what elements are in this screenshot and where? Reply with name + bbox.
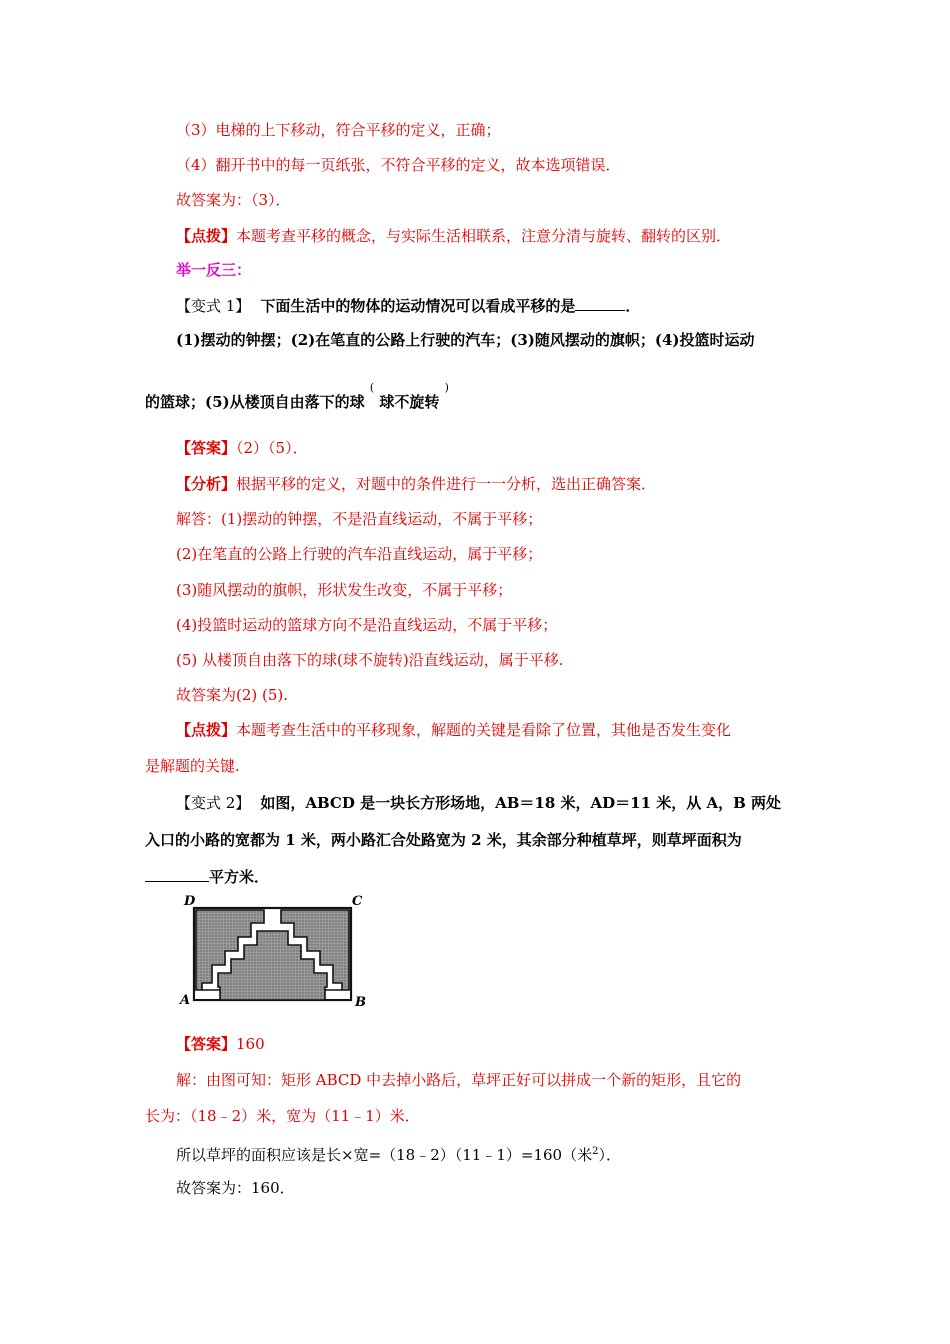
variant2-question-text: 如图，ABCD 是一块长方形场地，AB＝18 米，AD＝11 米，从 A，B 两处 (260, 794, 781, 812)
tip-text-line1: 本题考查生活中的平移现象，解题的关键是看除了位置，其他是否发生变化 (236, 721, 732, 739)
variant1-question-text: 下面生活中的物体的运动情况可以看成平移的是 (260, 297, 576, 315)
question-line3-end: 平方米． (209, 868, 270, 886)
tip-label: 【点拨】 (176, 227, 237, 245)
answer-blank (145, 866, 209, 882)
tip-label: 【点拨】 (176, 721, 237, 739)
variant2-question-line2: 入口的小路的宽都为 1 米，两小路汇合处路宽为 2 米，其余部分种植草坪，则草坪面积为 (145, 831, 742, 849)
variant1-final-answer: 故答案为(2) (5). (176, 686, 289, 704)
variant1-tip-line2: 是解题的关键. (145, 757, 240, 775)
variant1-solution-1: 解答：(1)摆动的钟摆，不是沿直线运动，不属于平移； (176, 510, 543, 528)
tip-line (176, 226, 731, 246)
answer-value: 160 (236, 1035, 265, 1053)
variant1-solution-2: (2)在笔直的公路上行驶的汽车沿直线运动，属于平移； (176, 545, 543, 563)
variant2-final-answer: 故答案为：160． (176, 1179, 295, 1197)
variant1-answer (176, 438, 308, 458)
variant2-label: 【变式 2】 (176, 794, 251, 812)
variant1-label: 【变式 1】 (176, 297, 251, 315)
analysis-text: 根据平移的定义，对题中的条件进行一一分析，选出正确答案． (236, 475, 657, 493)
variant2-answer (176, 1034, 265, 1054)
variant2-question-line1 (176, 793, 781, 813)
solution-3-text: 所以草坪的面积应该是长×宽=（18﹣2）（11﹣1）=160（米 (176, 1146, 593, 1164)
variant1-solution-3: (3)随风摆动的旗帜，形状发生改变，不属于平移； (176, 581, 513, 599)
path-entry-a (195, 991, 219, 999)
solution-line-3: （3）电梯的上下移动，符合平移的定义，正确； (176, 121, 501, 139)
superscript-2: 2 (592, 1146, 599, 1157)
variant2-solution-2: 长为：（18﹣2）米，宽为（11﹣1）米． (145, 1107, 420, 1125)
field-diagram (176, 890, 376, 1010)
options-line2-start: 的篮球；(5)从楼顶自由落下的球 (145, 393, 365, 411)
paren-open: ( (369, 381, 375, 394)
variant1-tip (176, 720, 731, 740)
label-A: A (180, 993, 191, 1008)
answer-value: （2）（5）． (236, 439, 308, 457)
variant1-analysis (176, 474, 656, 494)
options-line2-end: 球不旋转 (379, 393, 440, 411)
solution-line-4: （4）翻开书中的每一页纸张，不符合平移的定义，故本选项错误． (176, 156, 621, 174)
variant2-question-line3 (145, 866, 269, 887)
variant1-solution-4: (4)投篮时运动的篮球方向不是沿直线运动，不属于平移； (176, 616, 558, 634)
answer-line: 故答案为：（3）． (176, 191, 291, 209)
solution-3-end: ）． (598, 1146, 621, 1164)
path-entry-b (326, 991, 350, 999)
answer-label: 【答案】 (176, 439, 237, 457)
answer-label: 【答案】 (176, 1035, 237, 1053)
question-end-mark: ． (625, 297, 641, 315)
label-C: C (352, 894, 363, 909)
variant1-solution-5: (5) 从楼顶自由落下的球(球不旋转)沿直线运动，属于平移. (176, 651, 564, 669)
variant1-question (176, 295, 640, 316)
analysis-label: 【分析】 (176, 475, 237, 493)
paren-close: ) (444, 381, 449, 394)
section-heading: 举一反三： (176, 261, 252, 279)
tip-text: 本题考查平移的概念，与实际生活相联系，注意分清与旋转、翻转的区别． (236, 227, 732, 245)
answer-blank (575, 295, 625, 311)
variant2-solution-1: 解：由图可知：矩形 ABCD 中去掉小路后，草坪正好可以拼成一个新的矩形，且它的 (176, 1071, 742, 1089)
variant2-solution-3 (176, 1142, 621, 1165)
label-D: D (184, 894, 196, 909)
label-B: B (355, 995, 366, 1010)
variant1-options-line1: (1)摆动的钟摆；(2)在笔直的公路上行驶的汽车；(3)随风摆动的旗帜；(4)投篮时运动 (176, 331, 755, 349)
variant1-options-line2 (145, 381, 449, 414)
